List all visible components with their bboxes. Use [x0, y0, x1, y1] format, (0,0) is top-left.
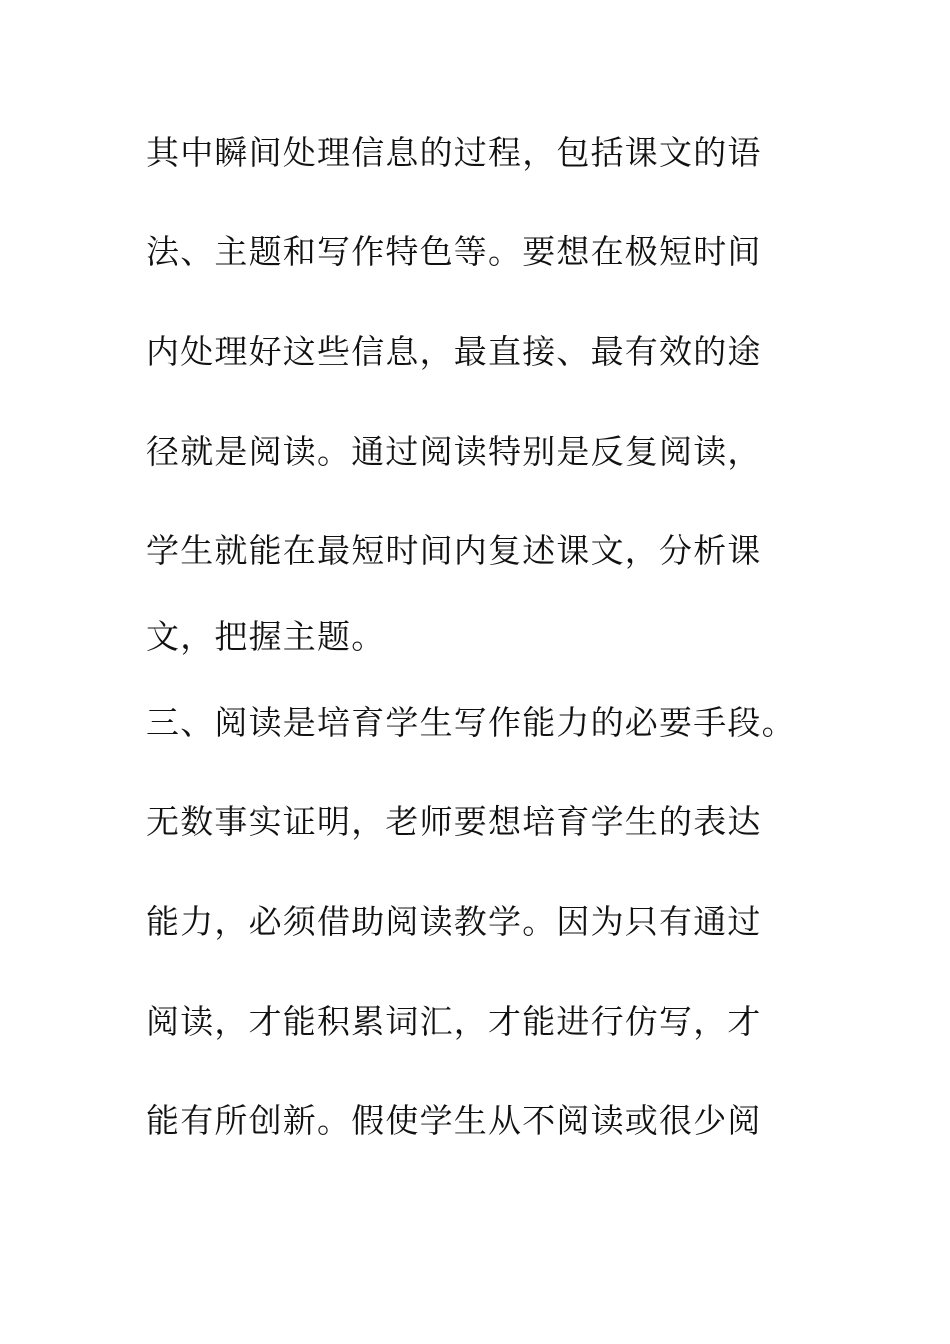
- text-line-5: 学生就能在最短时间内复述课文，分析课: [146, 531, 762, 570]
- text-line-1: 其中瞬间处理信息的过程，包括课文的语: [146, 133, 762, 172]
- text-line-6: 文，把握主题。: [146, 617, 386, 656]
- text-line-8: 无数事实证明，老师要想培育学生的表达: [146, 802, 762, 841]
- text-line-11: 能有所创新。假使学生从不阅读或很少阅: [146, 1101, 762, 1140]
- section-heading: 三、阅读是培育学生写作能力的必要手段。: [146, 703, 796, 742]
- text-line-10: 阅读，才能积累词汇，才能进行仿写，才: [146, 1002, 762, 1041]
- text-line-4: 径就是阅读。通过阅读特别是反复阅读，: [146, 432, 762, 471]
- text-line-9: 能力，必须借助阅读教学。因为只有通过: [146, 902, 762, 941]
- text-line-3: 内处理好这些信息，最直接、最有效的途: [146, 332, 762, 371]
- text-line-2: 法、主题和写作特色等。要想在极短时间: [146, 232, 762, 271]
